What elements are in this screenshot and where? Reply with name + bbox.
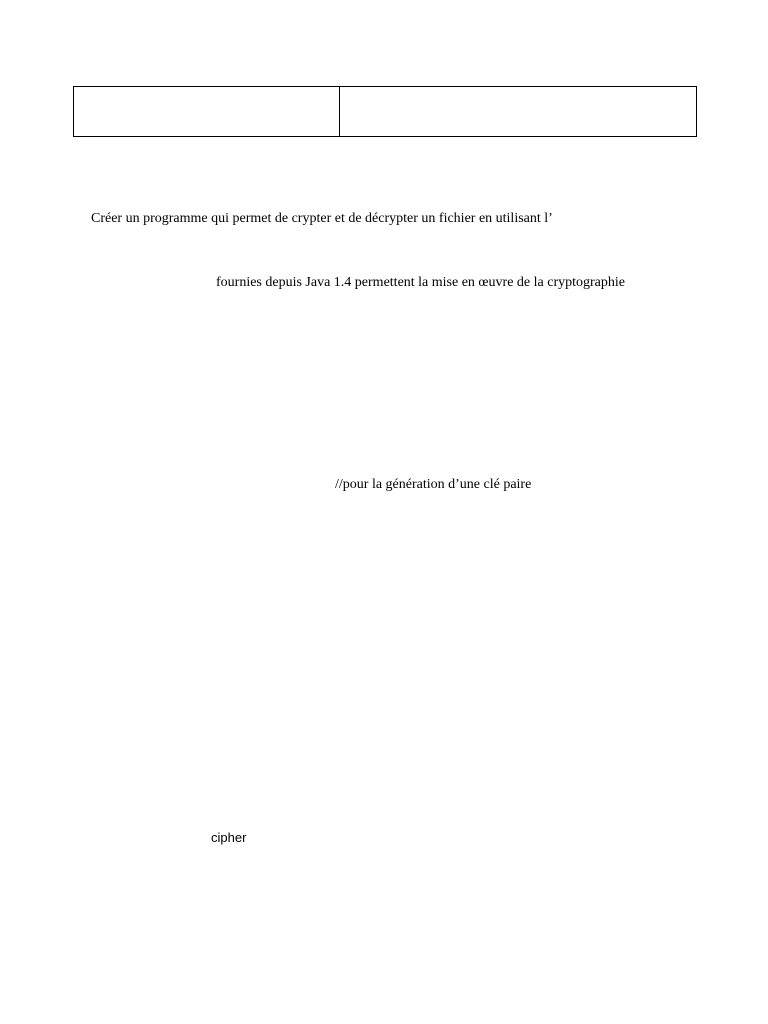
code-comment-text: //pour la génération d’une clé paire bbox=[335, 477, 532, 492]
java-crypto-text: fournies depuis Java 1.4 permettent la mise en œuvre de la cryptographie bbox=[216, 275, 625, 290]
table-cell-right bbox=[340, 87, 697, 137]
instruction-text: Créer un programme qui permet de crypter et de décrypter un fichier en utilisant l’ bbox=[91, 211, 553, 226]
cipher-text: cipher bbox=[211, 830, 247, 845]
table-row bbox=[74, 87, 697, 137]
table-cell-left bbox=[74, 87, 340, 137]
header-table bbox=[73, 86, 697, 137]
